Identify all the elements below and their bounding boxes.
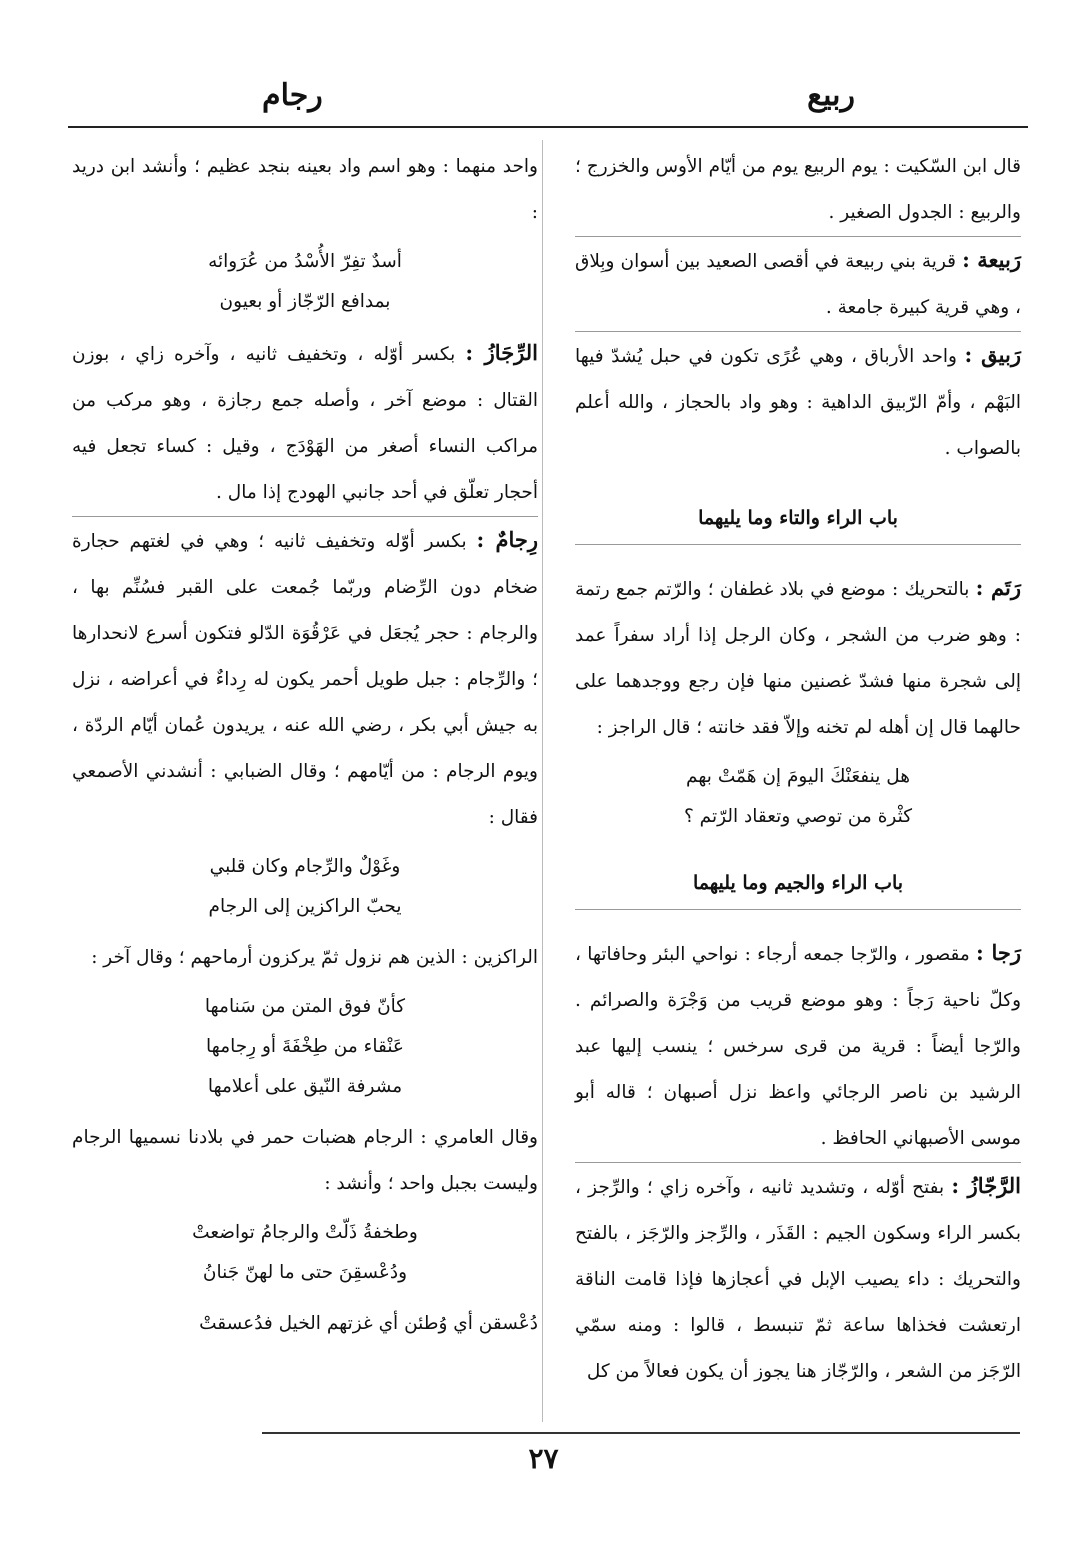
entry-text: مقصور ، والرّجا جمعه أرجاء : نواحي البئر وحافاتها ، وكلّ ناحية رَجاً : وهو موضع قريب من وَجْرَة والصرائم . والرّجا أيضاً : قرية من قرى سرخس ؛ ينسب إليها عبد الرشيد بن ناصر الرجائي واعظ نزل أصبهان ؛ قاله أبو موسى الأصبهاني الحافظ . <box>575 944 1021 1149</box>
rijam-closing: دُعْسقن أي وُطئن أي غزتهم الخيل فدُعسقتْ <box>199 1313 538 1334</box>
verse-line: ودُعْسقِنَ حتى ما لهنّ جَنانُ <box>202 1262 408 1283</box>
rijam-amiri: وقال العامري : الرجام هضبات حمر في بلادنا نسميها الرجام وليست بجبل واحد ؛ وأنشد : <box>72 1127 538 1194</box>
headword: الرِّجَازُ : <box>465 340 538 365</box>
entry-text: بفتح أوّله ، وتشديد ثانيه ، وآخره زاي ؛ والرِّجز ، بكسر الراء وسكون الجيم : القَذَر ، والرِّجز والرّجَز ، بالفتح والتحريك : داء يصيب الإبل في أعجازها فإذا قامت الناقة ارتعشت فخذاها ساعة ثمّ تنبسط ، قالوا : ومنه سمّي الرّجَز من الشعر ، والرّجّاز هنا يجوز أن يكون فعالاً من كل <box>575 1177 1021 1382</box>
headword: رَبيق : <box>964 342 1021 367</box>
headword: رَبيعة : <box>962 247 1021 272</box>
right-column <box>575 144 1021 1395</box>
header-rule <box>68 126 1028 128</box>
verse-line: كأنّ فوق المتن من سَنامها <box>204 996 406 1017</box>
headword: رَجا : <box>976 940 1021 965</box>
section-heading-ra-jim: باب الراء والجيم وما يليهما <box>575 863 1021 910</box>
verse-ratam <box>575 757 1021 837</box>
headword: رِجامٌ : <box>476 527 539 552</box>
section-heading-ra-ta: باب الراء والتاء وما يليهما <box>575 498 1021 545</box>
column-divider <box>542 140 543 1422</box>
entry-rijam <box>72 516 538 841</box>
verse-line: أسدٌ تفِرّ الأُسْدُ من عُرَوائه <box>208 251 402 272</box>
entry-text: قرية بني ربيعة في أقصى الصعيد بين أسوان وبِلاق ، وهي قرية كبيرة جامعة . <box>575 251 1021 318</box>
verse-akhar <box>72 987 538 1107</box>
rajjaz-continuation: واحد منهما : وهو اسم واد بعينه بنجد عظيم ؛ وأنشد ابن دريد : <box>72 156 538 223</box>
entry-rabia <box>575 236 1021 331</box>
verse-line: يحبّ الراكزين إلى الرجام <box>208 896 402 917</box>
verse-line: مشرفة النّيق على أعلامها <box>207 1076 403 1097</box>
page-number: ٢٧ <box>528 1442 559 1475</box>
verse-line: عَنْقاء من طِخْفَةَ أو رِجامها <box>206 1036 404 1057</box>
verse-line: هل ينفعَنْكَ اليومَ إن هَمّتْ بهم <box>685 766 911 787</box>
verse-amiri <box>72 1213 538 1293</box>
verse-asmai <box>72 847 538 927</box>
entry-raja <box>575 930 1021 1162</box>
entry-rajjaz <box>575 1162 1021 1395</box>
entry-text: بالتحريك : موضع في بلاد غطفان ؛ والرّتم جمع رتمة : وهو ضرب من الشجر ، وكان الرجل إذا أراد سفراً عمد إلى شجرة منها فشدّ غصنين منها فإن رجع ووجدهما على حالهما قال إن أهله لم تخنه وإلاّ فقد خانته ؛ قال الراجز : <box>575 579 1021 738</box>
headword: رَتَم : <box>975 575 1021 600</box>
entry-text: واحد الأرباق ، وهي عُرًى تكون في حبل يُشدّ فيها البَهْم ، وأمّ الرّبيق الداهية : وهو واد بالحجاز ، والله أعلم بالصواب . <box>575 346 1021 459</box>
verse-line: وغَوْلٌ والرِّجام وكان قلبي <box>209 856 401 877</box>
verse-line: بمدافع الرّجّاز أو بعيون <box>219 291 391 312</box>
verse-ibn-durayd <box>72 242 538 322</box>
entry-rabiq <box>575 331 1021 472</box>
left-column <box>72 144 538 1347</box>
verse-line: وطخفةُ ذَلّتْ والرجامُ تواضعتْ <box>192 1222 418 1243</box>
footer-rule <box>262 1432 1020 1434</box>
entry-text: بكسر أوّله ، وتخفيف ثانيه ، وآخره زاي ، بوزن القتال : موضع آخر ، وأصله جمع رجازة ، وهو مركب من مراكب النساء أصغر من الهَوْدَج ، وقيل : كساء تجعل فيه أحجار تعلّق في أحد جانبي الهودج إذا مال . <box>72 344 538 503</box>
running-header-left: رجام <box>262 78 323 113</box>
rabi-entry-continuation: قال ابن السّكيت : يوم الربيع يوم من أيّام الأوس والخزرج ؛ والربيع : الجدول الصغير . <box>575 156 1021 223</box>
rijam-gloss: الراكزين : الذين هم نزول ثمّ يركزون أرماحهم ؛ وقال آخر : <box>91 947 538 968</box>
entry-ratam <box>575 565 1021 751</box>
headword: الرَّجّازُ : <box>951 1173 1021 1198</box>
entry-rijaz <box>72 330 538 516</box>
running-header-right: ربيع <box>807 78 855 113</box>
entry-text: بكسر أوّله وتخفيف ثانيه ؛ وهي في لغتهم حجارة ضخام دون الرِّضام وربّما جُمعت على القبر فسُنِّم بها ، والرجام : حجر يُجعَل في عَرْقُوَة الدّلو فتكون أسرع لانحدارها ؛ والرِّجام : جبل طويل أحمر يكون له رِداءٌ في أعراضه ، نزل به جيش أبي بكر ، رضي الله عنه ، يريدون عُمان أيّام الردّة ، ويوم الرجام : من أيّامهم ؛ وقال الضبابي : أنشدني الأصمعي فقال : <box>72 531 538 828</box>
verse-line: كثْرة من توصي وتعقاد الرّتم ؟ <box>683 806 913 827</box>
